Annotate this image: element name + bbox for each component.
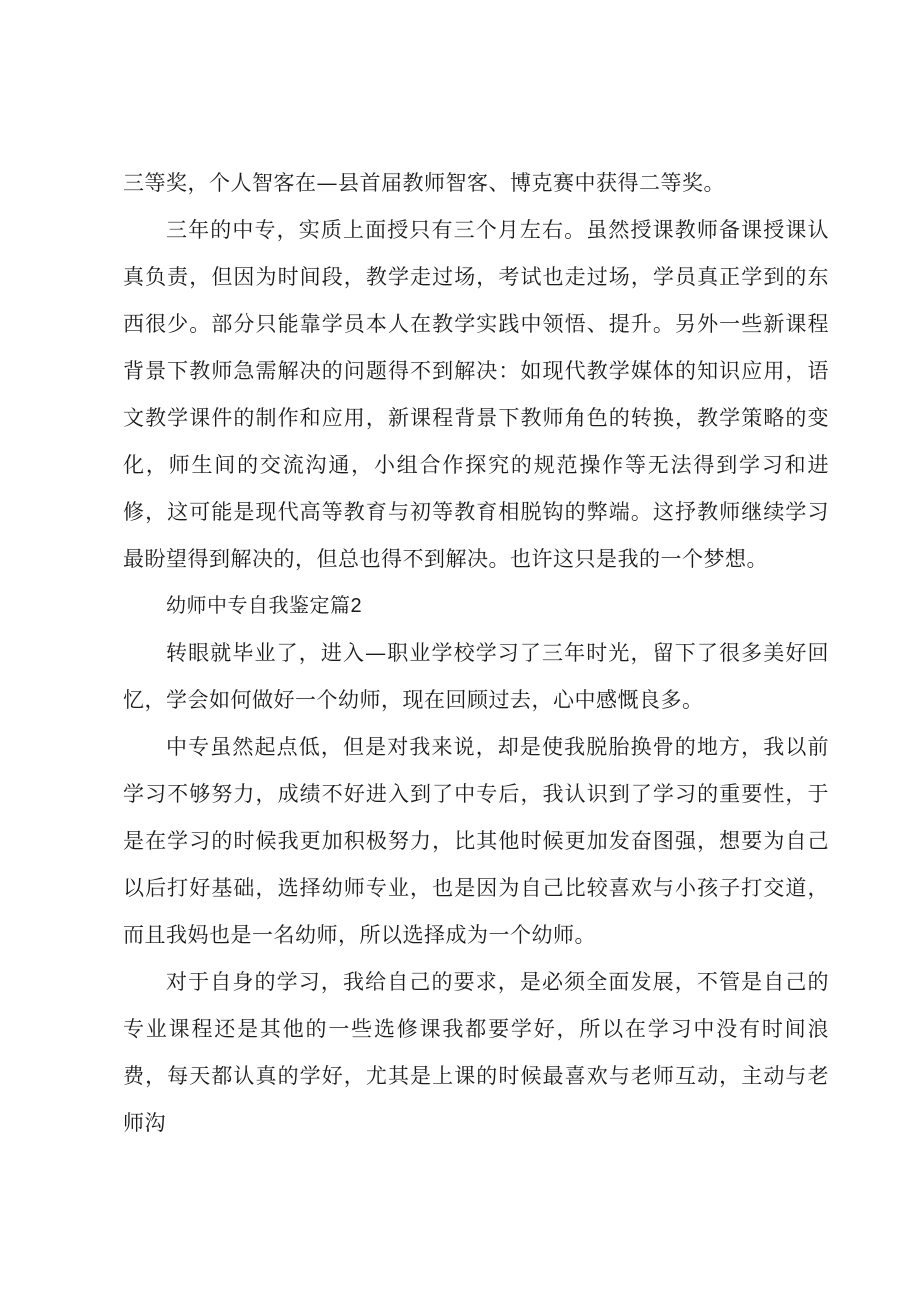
paragraph-self-study: 对于自身的学习，我给自己的要求，是必须全面发展，不管是自己的专业课程还是其他的一些选修课我都要学好，所以在学习中没有时间浪费，每天都认真的学好，尤其是上课的时候最喜欢与老师互动，主动与老师沟 (123, 970, 829, 1135)
paragraph-graduation: 转眼就毕业了，进入—职业学校学习了三年时光，留下了很多美好回忆，学会如何做好一个幼师，现在回顾过去，心中感慨良多。 (123, 641, 829, 712)
paragraph-award-continuation: 三等奖，个人智客在—县首届教师智客、博克赛中获得二等奖。 (123, 171, 725, 195)
paragraph-school-experience: 中专虽然起点低，但是对我来说，却是使我脱胎换骨的地方，我以前学习不够努力，成绩不好进入到了中专后，我认识到了学习的重要性，于是在学习的时候我更加积极努力，比其他时候更加发奋图强，想要为自己以后打好基础，选择幼师专业，也是因为自己比较喜欢与小孩子打交道，而且我妈也是一名幼师，所以选择成为一个幼师。 (123, 735, 829, 947)
paragraph-secondary-school-reflection: 三年的中专，实质上面授只有三个月左右。虽然授课教师备课授课认真负责，但因为时间段，教学走过场，考试也走过场，学员真正学到的东西很少。部分只能靠学员本人在教学实践中领悟、提升。另外一些新课程背景下教师急需解决的问题得不到解决：如现代教学媒体的知识应用，语文教学课件的制作和应用，新课程背景下教师角色的转换，教学策略的变化，师生间的交流沟通，小组合作探究的规范操作等无法得到学习和进修，这可能是现代高等教育与初等教育相脱钩的弊端。这抒教师继续学习最盼望得到解决的，但总也得不到解决。也许这只是我的一个梦想。 (123, 218, 829, 571)
document-body (123, 160, 829, 1147)
section-heading: 幼师中专自我鉴定篇2 (166, 595, 363, 617)
